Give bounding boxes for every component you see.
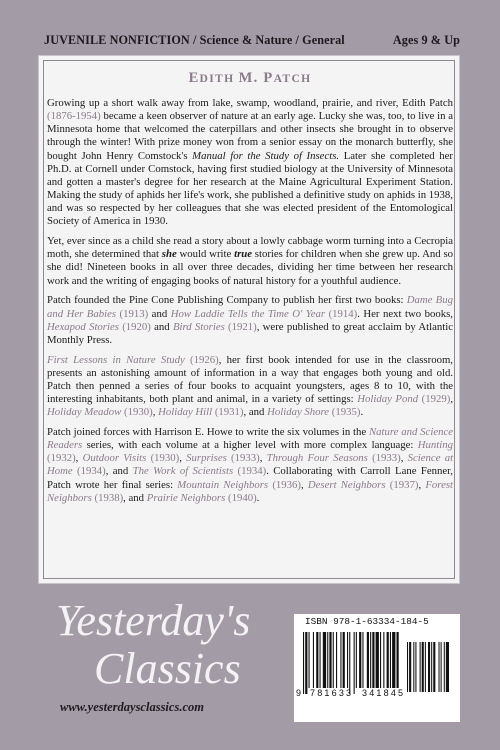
barcode-bar	[387, 632, 389, 688]
publisher-website[interactable]: www.yesterdaysclassics.com	[60, 700, 204, 714]
barcode-bar	[305, 632, 307, 694]
barcode-bar	[431, 642, 432, 692]
barcode-bar	[333, 632, 334, 688]
barcode-bar	[425, 642, 426, 692]
paragraph-5: Patch joined forces with Harrison E. Howe to write the six volumes in the Nature and Science Readers series, with each volume at a higher level with more complex language: Hunting (1932), Outdoor Visits (1930), Surprises (1933), Through Four Seasons (1933), Science at Home (1934), and The Work of Scientists (1934). Collaborating with Carroll Lane Fenner, Patch wrote her final series: Mountain Neighbors (1936), Desert Neighbors (1937), Forest Neighbors (1938), and Prairie Neighbors (1940).	[47, 425, 454, 504]
barcode-bar	[356, 632, 357, 688]
barcode-bar	[303, 632, 304, 694]
barcode-bar	[428, 642, 430, 692]
barcode-bar	[309, 632, 310, 688]
barcode-bar	[370, 632, 371, 688]
paragraph-1: Growing up a short walk away from lake, swamp, woodland, prairie, and river, Edith Patch (1876-1954) became a keen observer of nature at an early age. Lucky she was, too, to live in a Minnesota home that welcomed the caterpillars and other insects she brought in to observe through the winter! With prize money won from a senior essay on the monarch butterfly, she bought John Henry Comstock's Manual for the Study of Insects. Later she completed her Ph.D. at Cornell under Comstock, having first studied biology at the University of Minnesota and gotten a master's degree for her research at the Maine Agricultural Experiment Station. Making the study of aphids her life's work, she published a definitive study on aphids in 1938, and was so respected by her colleagues that she was elected president of the Entomological Society of America in 1930.	[47, 97, 454, 228]
category-bar	[44, 33, 460, 48]
barcode-bar	[313, 632, 314, 688]
barcode-bar	[413, 642, 414, 692]
paragraph-4: First Lessons in Nature Study (1926), her first book intended for use in the classroom, presents an astonishing amount of information in a way that engages both young and old. Patch then penned a series of four books to acquaint youngsters, ages 8 to 10, with the interesting inhabitants, both plant and animal, in a variety of settings: Holiday Pond (1929), Holiday Meadow (1930), Holiday Hill (1931), and Holiday Shore (1935).	[47, 353, 453, 419]
barcode-bar	[340, 632, 341, 688]
barcode-bar	[354, 632, 355, 694]
description-text	[47, 97, 453, 512]
barcode-bar	[420, 642, 421, 692]
publisher-logo	[56, 596, 251, 693]
category-label: JUVENILE NONFICTION / Science & Nature / General	[44, 33, 345, 47]
barcode-bar	[444, 642, 445, 692]
barcode-bar	[336, 632, 337, 688]
paragraph-2: Yet, ever since as a child she read a story about a lowly cabbage worm turning into a Cecropia moth, she determined that she would write true stories for children when she grew up. And so she did! Nineteen books in all over three decades, dividing her time between her research work and the writing of engaging books of natural history for a youthful audience.	[47, 235, 454, 287]
barcode-bar	[320, 632, 321, 688]
barcode-bar	[446, 642, 449, 692]
barcode-bar	[347, 632, 348, 688]
barcode-bar	[343, 632, 345, 688]
barcode-bar	[415, 642, 416, 692]
barcode-bar	[372, 632, 374, 688]
barcode-bar	[362, 632, 363, 688]
barcode-bar	[316, 632, 318, 688]
barcode-bar	[376, 632, 379, 688]
barcode-bar	[441, 642, 442, 692]
barcode-bar	[433, 642, 435, 692]
barcode-bar	[392, 632, 395, 688]
logo-line-2: Classics	[94, 644, 241, 693]
barcode-bar	[367, 632, 369, 688]
barcode-digits-left: 781633	[310, 688, 354, 698]
barcode-bar	[397, 632, 399, 688]
barcode-bar	[380, 632, 381, 688]
paragraph-3: Patch founded the Pine Cone Publishing Company to publish her first two books: Dame Bug and Her Babies (1913) and How Laddie Tells the Time O' Year (1914). Her next two books, Hexapod Stories (1920) and Bird Stories (1921), were published to great acclaim by Atlantic Monthly Press.	[47, 294, 453, 346]
author-heading: EDITH M. PATCH	[188, 70, 312, 86]
barcode-bar	[323, 632, 326, 688]
logo-line-1: Yesterday's	[56, 596, 251, 645]
barcode-bar	[349, 632, 350, 694]
barcode-bar	[409, 642, 411, 692]
barcode-bar	[327, 632, 328, 688]
barcode-bar	[329, 632, 331, 688]
age-range: Ages 9 & Up	[392, 33, 460, 47]
barcode-bar	[359, 632, 361, 688]
barcode-bar	[383, 632, 384, 688]
barcode-digit-first: 9	[296, 688, 302, 698]
barcode-digits-right: 341845	[362, 688, 406, 698]
barcode-bar	[439, 642, 440, 692]
barcode-bar	[390, 632, 391, 688]
barcode-bar	[422, 642, 424, 692]
isbn-label: ISBN 978-1-63334-184-5	[305, 616, 429, 627]
barcode-bar	[407, 642, 408, 692]
